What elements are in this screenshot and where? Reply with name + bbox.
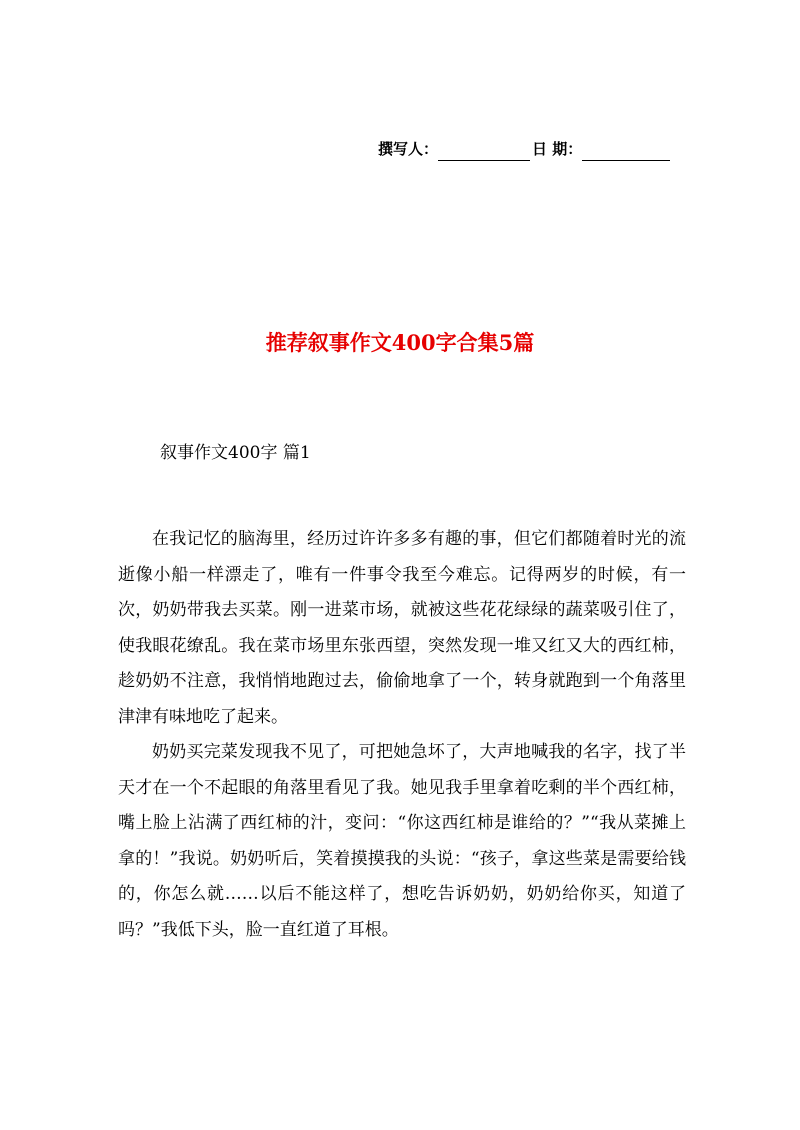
section-heading: 叙事作文400字 篇1 [160,443,311,463]
body-text [118,522,686,948]
date-blank [582,142,670,161]
author-label: 撰写人： [378,140,439,158]
author-date-line [378,137,688,161]
paragraph-1: 在我记忆的脑海里，经历过许许多多有趣的事，但它们都随着时光的流逝像小船一样漂走了，唯有一件事令我至今难忘。记得两岁的时候，有一次，奶奶带我去买菜。刚一进菜市场，就被这些花花绿绿的蔬菜吸引住了，使我眼花缭乱。我在菜市场里东张西望，突然发现一堆又红又大的西红柿，趁奶奶不注意，我悄悄地跑过去，偷偷地拿了一个，转身就跑到一个角落里津津有味地吃了起来。 [118,529,686,727]
author-blank [438,142,530,161]
document-title: 推荐叙事作文400字合集5篇 [265,330,535,356]
paragraph-2: 奶奶买完菜发现我不见了，可把她急坏了，大声地喊我的名字，找了半天才在一个不起眼的角落里看见了我。她见我手里拿着吃剩的半个西红柿，嘴上脸上沾满了西红柿的汁，变问：“你这西红柿是谁给的？”“我从菜摊上拿的！”我说。奶奶听后，笑着摸摸我的头说：“孩子，拿这些菜是需要给钱的，你怎么就……以后不能这样了，想吃告诉奶奶，奶奶给你买，知道了吗？”我低下头，脸一直红道了耳根。 [118,742,686,940]
date-label: 日 期： [532,140,583,158]
